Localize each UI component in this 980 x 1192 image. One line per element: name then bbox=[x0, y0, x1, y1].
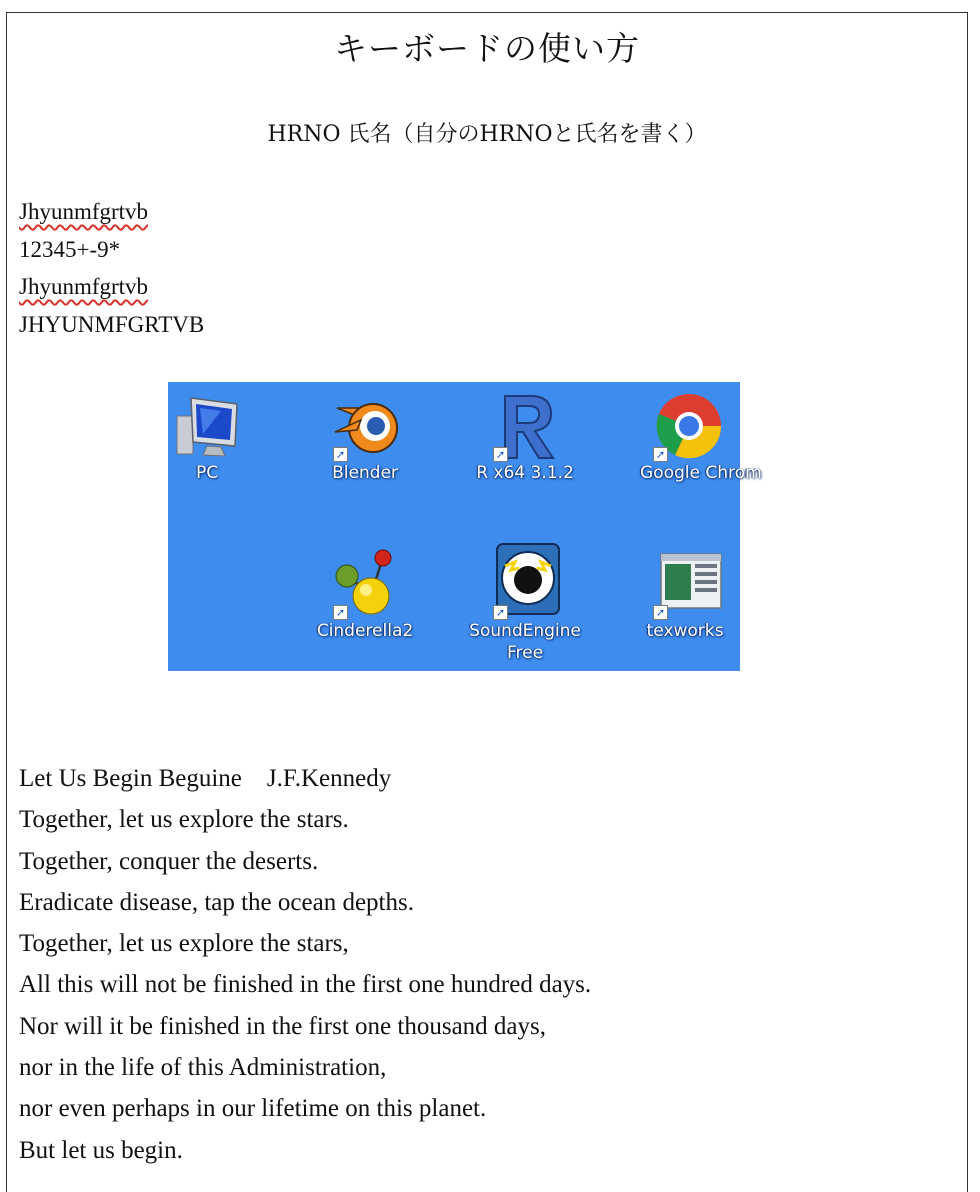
shortcut-arrow-icon: ➚ bbox=[333, 605, 348, 620]
desktop-icon-label: PC bbox=[195, 463, 219, 483]
computer-icon bbox=[169, 390, 245, 462]
desktop-icon-texworks[interactable] bbox=[610, 548, 760, 642]
poem-line: Together, let us explore the stars. bbox=[19, 806, 349, 834]
desktop-icon-label: SoundEngine bbox=[469, 621, 581, 641]
desktop-icon-label-line2: Free bbox=[506, 643, 544, 663]
poem-line: nor in the life of this Administration, bbox=[19, 1054, 387, 1082]
document-page bbox=[6, 12, 968, 1192]
poem-line: But let us begin. bbox=[19, 1136, 183, 1164]
desktop-icon-chrome[interactable] bbox=[610, 390, 760, 484]
blender-icon bbox=[327, 390, 403, 462]
page-title: キーボードの使い方 bbox=[334, 29, 640, 68]
poem-line: Eradicate disease, tap the ocean depths. bbox=[19, 888, 414, 916]
cinderella-icon bbox=[327, 548, 403, 620]
shortcut-arrow-icon: ➚ bbox=[653, 605, 668, 620]
misspelled-word: Jhyunmfgrtvb bbox=[19, 274, 149, 299]
desktop-icon-label: Google Chrom bbox=[640, 463, 762, 483]
chrome-icon bbox=[647, 390, 723, 462]
poem-line: Nor will it be finished in the first one thousand days, bbox=[19, 1012, 547, 1040]
desktop-icon-blender[interactable] bbox=[290, 390, 440, 484]
poem-text bbox=[19, 758, 591, 1171]
shortcut-arrow-icon: ➚ bbox=[333, 447, 348, 462]
desktop-screenshot bbox=[168, 382, 762, 671]
desktop-icon-soundengine[interactable] bbox=[450, 540, 600, 664]
poem-line: Together, let us explore the stars, bbox=[19, 930, 349, 958]
typing-line bbox=[19, 193, 204, 231]
misspelled-word: Jhyunmfgrtvb bbox=[19, 199, 149, 224]
poem-line: All this will not be finished in the first one hundred days. bbox=[19, 971, 592, 999]
typing-line bbox=[19, 268, 204, 306]
typing-line: JHYUNMFGRTVB bbox=[19, 311, 205, 337]
texworks-icon bbox=[647, 548, 723, 620]
shortcut-arrow-icon: ➚ bbox=[493, 605, 508, 620]
poem-line: Together, conquer the deserts. bbox=[19, 847, 319, 875]
desktop-icon-label: R x64 3.1.2 bbox=[476, 463, 574, 483]
shortcut-arrow-icon: ➚ bbox=[493, 447, 508, 462]
poem-line: nor even perhaps in our lifetime on this planet. bbox=[19, 1095, 487, 1123]
r-icon bbox=[487, 390, 563, 462]
desktop-icon-label: texworks bbox=[646, 621, 724, 641]
desktop-icon-label: Blender bbox=[332, 463, 398, 483]
poem-line: Let Us Begin Beguine J.F.Kennedy bbox=[19, 765, 392, 792]
desktop-icon-label: Cinderella2 bbox=[316, 621, 414, 641]
typing-practice-lines bbox=[19, 193, 204, 343]
page-subtitle: HRNO 氏名（自分のHRNOと氏名を書く） bbox=[267, 122, 707, 147]
typing-line: 12345+-9* bbox=[19, 236, 121, 262]
desktop-icon-cinderella[interactable] bbox=[290, 548, 440, 642]
desktop-icon-pc[interactable] bbox=[132, 390, 282, 484]
desktop-icon-r[interactable] bbox=[450, 390, 600, 484]
shortcut-arrow-icon: ➚ bbox=[653, 447, 668, 462]
soundengine-icon bbox=[487, 540, 563, 620]
